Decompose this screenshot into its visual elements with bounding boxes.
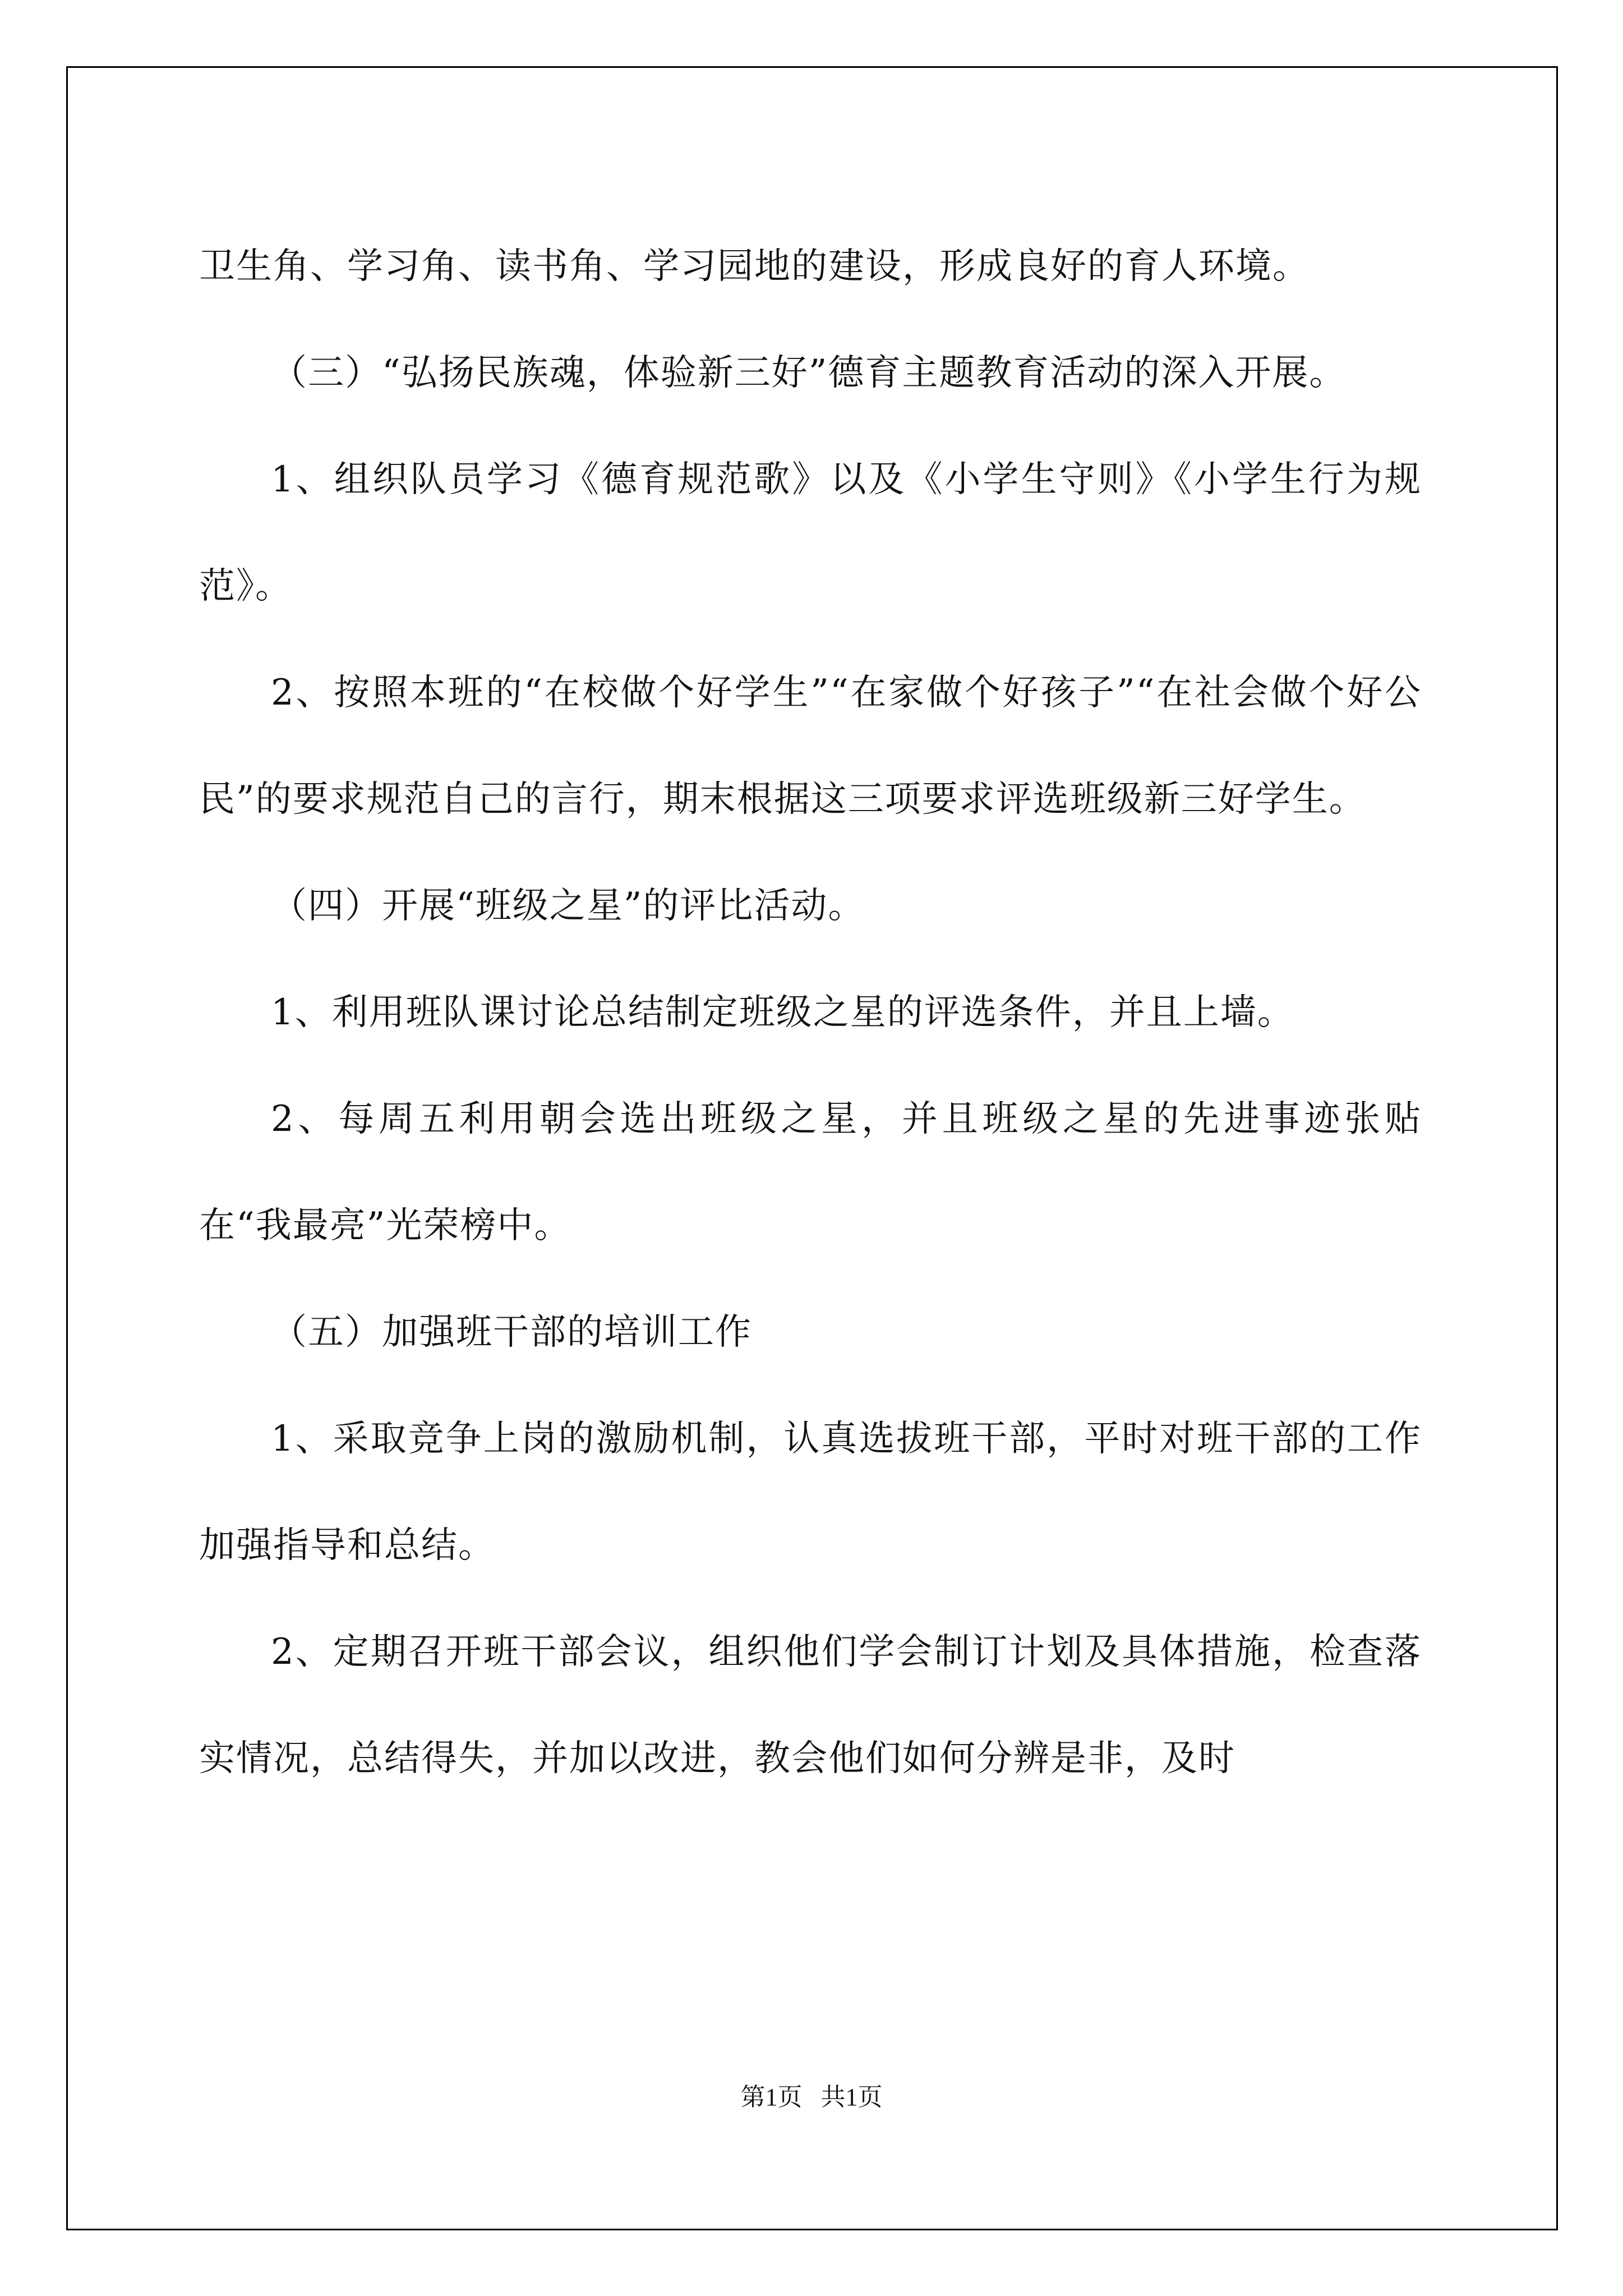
page-footer: 第1页 共1页 — [740, 2083, 883, 2111]
paragraph-5: （四）开展“班级之星”的评比活动。 — [271, 885, 865, 927]
paragraph-2: （三）“弘扬民族魂，体验新三好”德育主题教育活动的深入开展。 — [271, 352, 1347, 394]
paragraph-6: 1、利用班队课讨论总结制定班级之星的评选条件，并且上墙。 — [271, 992, 1294, 1033]
paragraph-4: 2、按照本班的“在校做个好学生”“在家做个好孩子”“在社会做个好公民”的要求规范自己的言行，期末根据这三项要求评选班级新三好学生。 — [199, 672, 1422, 820]
paragraph-9: 1、采取竞争上岗的激励机制，认真选拔班干部，平时对班干部的工作加强指导和总结。 — [199, 1418, 1422, 1566]
paragraph-3: 1、组织队员学习《德育规范歌》以及《小学生守则》《小学生行为规范》。 — [199, 459, 1422, 607]
document-body — [199, 213, 1422, 1812]
paragraph-10: 2、定期召开班干部会议，组织他们学会制订计划及具体措施，检查落实情况，总结得失，并加以改进，教会他们如何分辨是非，及时 — [199, 1631, 1422, 1779]
paragraph-8: （五）加强班干部的培训工作 — [271, 1312, 752, 1353]
paragraph-1: 卫生角、学习角、读书角、学习园地的建设，形成良好的育人环境。 — [199, 246, 1310, 287]
paragraph-7: 2、每周五利用朝会选出班级之星，并且班级之星的先进事迹张贴在“我最亮”光荣榜中。 — [199, 1098, 1422, 1246]
